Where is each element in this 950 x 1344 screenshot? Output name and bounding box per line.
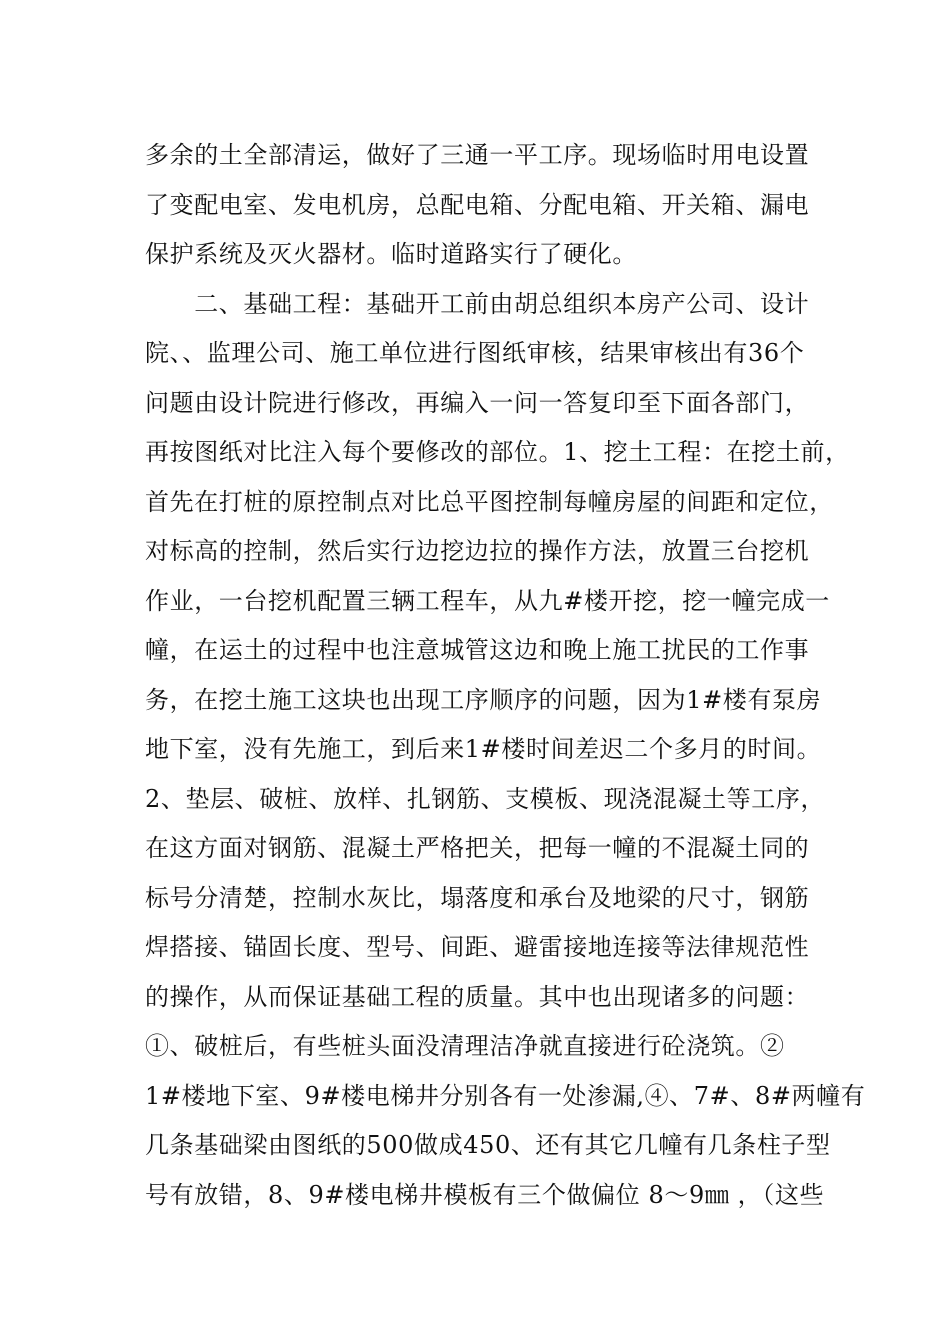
text-line: 院、、监理公司、施工单位进行图纸审核，结果审核出有36个	[145, 339, 805, 367]
text-line: 了变配电室、发电机房，总配电箱、分配电箱、开关箱、漏电	[145, 190, 810, 219]
text-line: 几条基础梁由图纸的500做成450、还有其它几幢有几条柱子型	[145, 1131, 831, 1159]
text-line: 多余的土全部清运，做好了三通一平工序。现场临时用电设置	[145, 141, 810, 169]
text-line: 焊搭接、锚固长度、型号、间距、避雷接地连接等法律规范性	[145, 933, 810, 961]
text-line: 保护系统及灭火器材。临时道路实行了硬化。	[145, 240, 637, 268]
text-line: ①、破桩后，有些桩头面没清理洁净就直接进行砼浇筑。②	[145, 1032, 785, 1060]
text-line: 地下室，没有先施工，到后来1#楼时间差迟二个多月的时间。	[145, 735, 822, 763]
text-line: 问题由设计院进行修改，再编入一问一答复印至下面各部门，	[145, 388, 810, 417]
text-line: 对标高的控制，然后实行边挖边拉的操作方法，放置三台挖机	[145, 537, 810, 565]
text-line: 2、垫层、破桩、放样、扎钢筋、支模板、现浇混凝土等工序，	[145, 784, 826, 813]
text-line: 再按图纸对比注入每个要修改的部位。1、挖土工程：在挖土前，	[145, 438, 850, 466]
text-line: 首先在打桩的原控制点对比总平图控制每幢房屋的间距和定位，	[145, 487, 834, 516]
text-line: 二、基础工程：基础开工前由胡总组织本房产公司、设计	[145, 289, 810, 318]
text-line: 号有放错，8、9#楼电梯井模板有三个做偏位 8～9㎜ ，（这些	[145, 1180, 825, 1209]
body-text	[145, 131, 866, 1220]
text-line: 的操作，从而保证基础工程的质量。其中也出现诸多的问题：	[145, 982, 810, 1011]
text-line: 在这方面对钢筋、混凝土严格把关，把每一幢的不混凝土同的	[145, 834, 810, 862]
text-line: 标号分清楚，控制水灰比，塌落度和承台及地梁的尺寸，钢筋	[145, 883, 810, 912]
text-line: 作业，一台挖机配置三辆工程车，从九#楼开挖，挖一幢完成一	[145, 586, 830, 615]
text-line: 1#楼地下室、9#楼电梯井分别各有一处渗漏,④、7#、8#两幢有	[145, 1081, 866, 1110]
text-line: 幢，在运土的过程中也注意城管这边和晚上施工扰民的工作事	[145, 636, 810, 664]
text-line: 务，在挖土施工这块也出现工序顺序的问题，因为1#楼有泵房	[145, 685, 822, 714]
